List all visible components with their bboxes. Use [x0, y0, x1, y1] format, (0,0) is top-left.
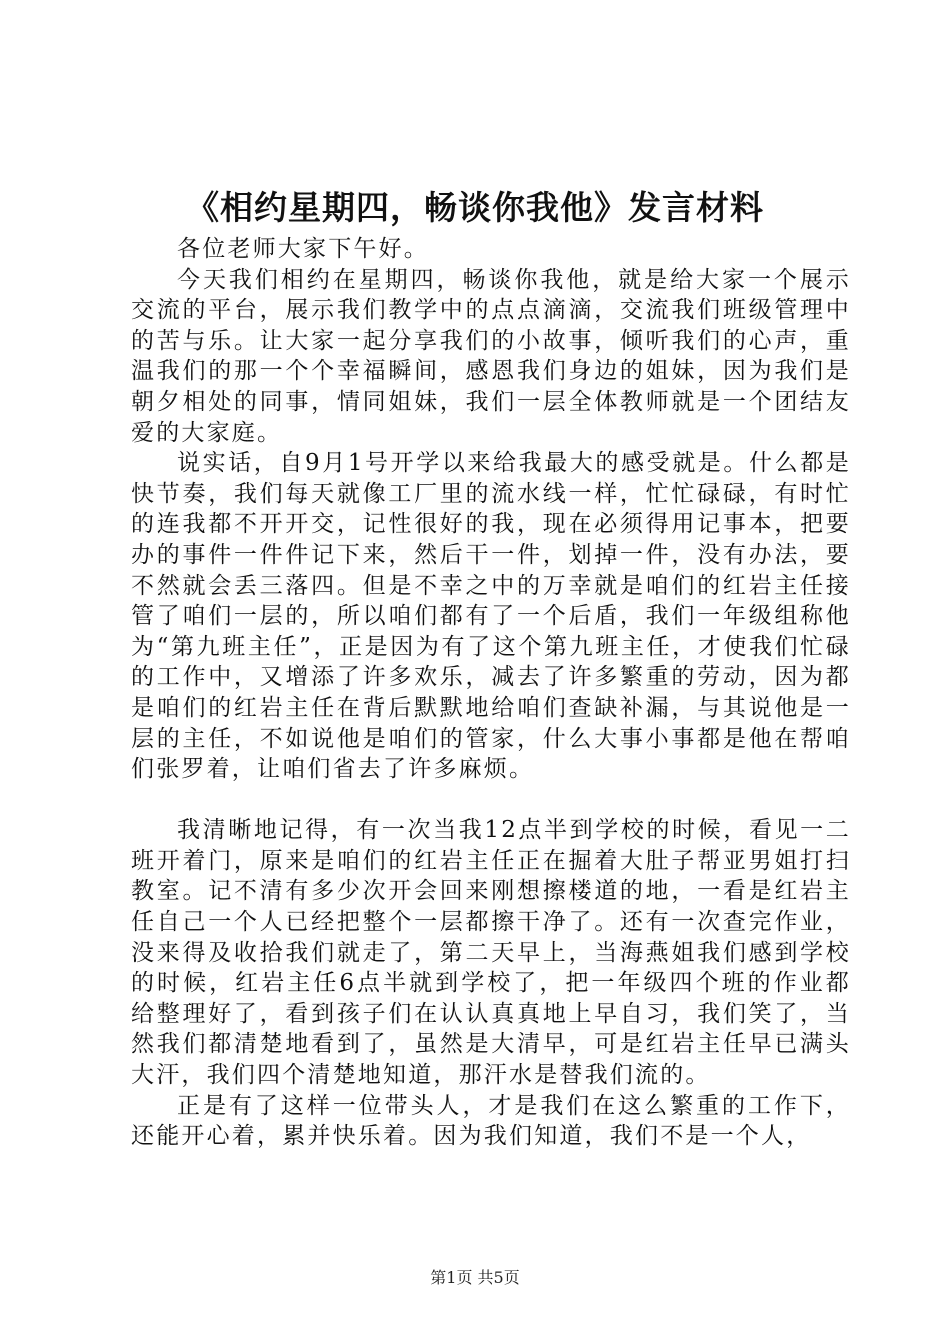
paragraph-conclusion: 正是有了这样一位带头人，才是我们在这么繁重的工作下，还能开心着，累并快乐着。因为我们知道，我们不是一个人，	[131, 1092, 851, 1150]
paragraph-feelings: 说实话，自9月1号开学以来给我最大的感受就是。什么都是快节奏，我们每天就像工厂里的流水线一样，忙忙碌碌，有时忙的连我都不开开交，记性很好的我，现在必须得用记事本，把要办的事件一件件记下来，然后干一件，划掉一件，没有办法，要不然就会丢三落四。但是不幸之中的万幸就是咱们的红岩主任接管了咱们一层的，所以咱们都有了一个后盾，我们一年级组称他为“第九班主任”，正是因为有了这个第九班主任，才使我们忙碌的工作中，又增添了许多欢乐，减去了许多繁重的劳动，因为都是咱们的红岩主任在背后默默地给咱们查缺补漏，与其说他是一层的主任，不如说他是咱们的管家，什么大事小事都是他在帮咱们张罗着，让咱们省去了许多麻烦。	[131, 450, 851, 783]
paragraph-greeting: 各位老师大家下午好。	[177, 236, 429, 262]
paragraph-intro: 今天我们相约在星期四，畅谈你我他，就是给大家一个展示交流的平台，展示我们教学中的点点滴滴，交流我们班级管理中的苦与乐。让大家一起分享我们的小故事，倾听我们的心声，重温我们的那一个个幸福瞬间，感恩我们身边的姐妹，因为我们是朝夕相处的同事，情同姐妹，我们一层全体教师就是一个团结友爱的大家庭。	[131, 266, 851, 446]
paragraph-memory: 我清晰地记得，有一次当我12点半到学校的时候，看见一二班开着门，原来是咱们的红岩主任正在掘着大肚子帮亚男姐打扫教室。记不清有多少次开会回来刚想擦楼道的地，一看是红岩主任自己一个人已经把整个一层都擦干净了。还有一次查完作业，没来得及收拾我们就走了，第二天早上，当海燕姐我们感到学校的时候，红岩主任6点半就到学校了，把一年级四个班的作业都给整理好了，看到孩子们在认认真真地上早自习，我们笑了，当然我们都清楚地看到了，虽然是大清早，可是红岩主任早已满头大汗，我们四个清楚地知道，那汗水是替我们流的。	[131, 817, 851, 1089]
document-body	[131, 234, 851, 1152]
document-title: 《相约星期四，畅谈你我他》发言材料	[186, 188, 764, 227]
page-footer: 第1页 共5页	[430, 1268, 520, 1287]
